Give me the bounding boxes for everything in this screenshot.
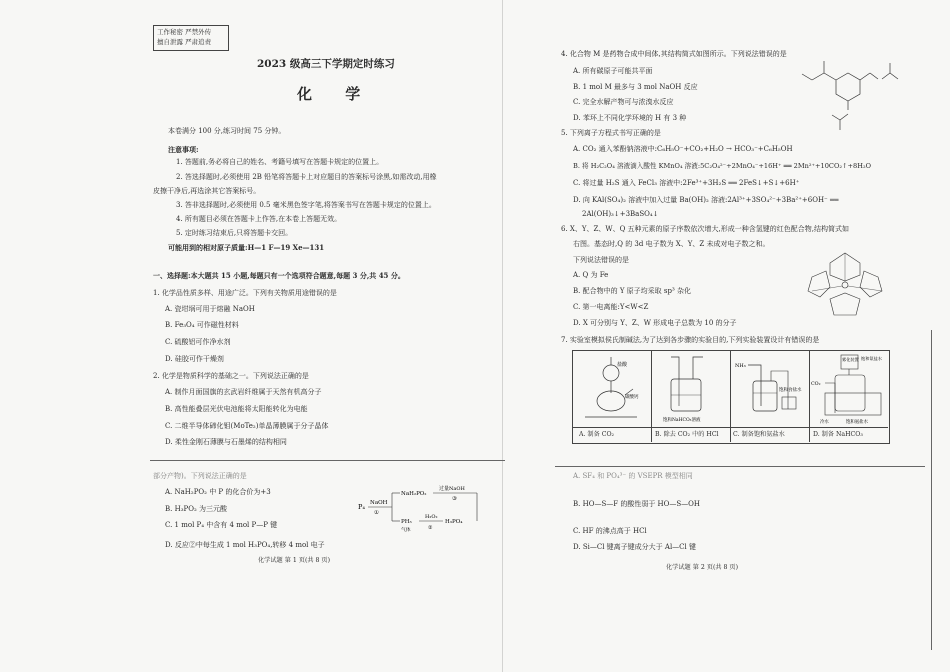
note-1: 1. 答题前,务必将自己的姓名、考籍号填写在答题卡规定的位置上。 <box>176 158 384 166</box>
q3-option-a: A. NaH₂PO₂ 中 P 的化合价为+3 <box>165 488 271 496</box>
apparatus-drawings <box>573 351 888 426</box>
q1-option-a: A. 瓷坩埚可用于熔融 NaOH <box>165 305 255 313</box>
scheme-gas: 气体 <box>401 528 411 533</box>
q3-stem-partial: 部分产物)。下列说法正确的是 <box>153 472 247 480</box>
caption-b: B. 除去 CO₂ 中的 HCl <box>655 431 719 438</box>
table-caption-row <box>572 427 888 428</box>
phosphorus-reaction-scheme <box>355 483 490 533</box>
q2-option-c: C. 二维半导体碲化钼(MoTe₂)单晶薄膜属于分子晶体 <box>165 422 329 430</box>
compound-m-structure <box>790 52 900 132</box>
ammonia-absorber-icon <box>735 363 802 411</box>
q1-option-b: B. Fe₃O₄ 可作磁性材料 <box>165 321 239 329</box>
scheme-excess-naoh: 过量NaOH <box>439 486 465 492</box>
note-2b: 皮擦干净后,再选涂其它答案标号。 <box>153 187 261 195</box>
kipp-generator-icon <box>585 357 639 417</box>
atomic-masses: 可能用到的相对原子质量:H—1 F—19 Xe—131 <box>168 243 325 252</box>
q5-option-d2: 2Al(OH)₃↓+3BaSO₄↓ <box>582 210 659 218</box>
caption-c: C. 制备饱和氨盐水 <box>733 431 785 438</box>
q2-option-d: D. 柔性金刚石薄膜与石墨烯的结构相同 <box>165 438 287 446</box>
q3-option-b: B. H₃PO₂ 为三元酸 <box>165 505 227 513</box>
scheme-nah2po2: NaH₂PO₂ <box>401 491 427 497</box>
scheme-step3: ③ <box>452 496 457 502</box>
q1-option-c: C. 硫酸铝可作净水剂 <box>165 338 231 346</box>
note-2a: 2. 答选择题时,必须使用 2B 铅笔将答题卡上对应题目的答案标号涂黑,如需改动,用橡 <box>176 173 437 181</box>
subject-title: 化 学 <box>297 85 375 103</box>
q8-option-a-partial: A. SF₄ 和 PO₄³⁻ 的 VSEPR 模型相同 <box>573 472 693 480</box>
scan-edge-mark <box>931 330 932 650</box>
q4-stem: 4. 化合物 M 是药物合成中间体,其结构简式如图所示。下列说法错误的是 <box>561 50 787 58</box>
q7-stem: 7. 实验室模拟侯氏制碱法,为了达到各步骤的实验目的,下列实验装置设计有错误的是 <box>561 336 820 344</box>
label-co2: CO₂ <box>811 382 821 387</box>
scheme-step2: ② <box>428 525 433 531</box>
q4-option-b: B. 1 mol M 最多与 3 mol NaOH 反应 <box>573 83 698 91</box>
stamp-line-2: 擅自泄露 严肃追责 <box>157 38 212 46</box>
exam-title: 2023 级高三下学期定时练习 <box>257 58 395 70</box>
scheme-ph3: PH₃ <box>401 519 412 525</box>
footer-page-2: 化学试题 第 2 页(共 8 页) <box>666 564 739 571</box>
caption-d: D. 制备 NaHCO₃ <box>813 431 863 438</box>
q6-stem-2: 右图。基态时,Q 的 3d 电子数为 X、Y、Z 未成对电子数之和。 <box>573 240 770 248</box>
q6-option-b: B. 配合物中的 Y 原子均采取 sp³ 杂化 <box>573 287 691 295</box>
stamp-line-1: 工作秘密 严禁外传 <box>157 28 212 36</box>
label-nahco3: 饱和NaHCO₃溶液 <box>663 418 701 423</box>
scan-seam-right <box>555 466 925 467</box>
label-nh3: NH₃ <box>735 363 746 369</box>
q4-option-d: D. 苯环上不同化学环境的 H 有 3 种 <box>573 114 687 122</box>
confidential-stamp <box>153 25 229 51</box>
q6-option-c: C. 第一电离能:Y<W<Z <box>573 303 649 311</box>
section-heading: 一、选择题:本大题共 15 小题,每题只有一个选项符合题意,每题 3 分,共 45 分。 <box>153 271 405 280</box>
scheme-step1: ① <box>374 510 379 516</box>
label-brine: 饱和食盐水 <box>779 388 802 393</box>
q5-stem: 5. 下列离子方程式书写正确的是 <box>561 129 661 137</box>
page-gutter <box>502 0 503 672</box>
q1-stem: 1. 化学品性质多样、用途广泛。下列有关物质用途错误的是 <box>153 289 337 297</box>
label-amm-bottom: 饱和氨盐水 <box>846 420 868 425</box>
intro-text: 本卷满分 100 分,练习时间 75 分钟。 <box>168 127 286 135</box>
q8-option-c: C. HF 的沸点高于 HCl <box>573 527 647 535</box>
coordination-complex-structure <box>790 245 900 325</box>
q3-option-c: C. 1 mol P₄ 中含有 4 mol P—P 键 <box>165 521 278 529</box>
q5-option-c: C. 将过量 H₂S 通入 FeCl₃ 溶液中:2Fe³⁺+3H₂S ══ 2FeS↓+S↓+6H⁺ <box>573 179 800 187</box>
q6-stem-1: 6. X、Y、Z、W、Q 五种元素的原子序数依次增大,形成一种含氢键的红色配合物,结构简式如 <box>561 225 849 233</box>
scheme-h3po4: H₃PO₄ <box>445 519 463 525</box>
q6-stem-3: 下列说法错误的是 <box>573 256 629 264</box>
q8-option-b: B. HO—S—F 的酸性弱于 HO—S—OH <box>573 500 701 508</box>
q4-option-a: A. 所有碳原子可能共平面 <box>573 67 653 75</box>
bicarbonate-reactor-icon <box>811 355 883 425</box>
q1-option-d: D. 硅胶可作干燥剂 <box>165 355 224 363</box>
q2-option-b: B. 高性能叠层光伏电池能将太阳能转化为电能 <box>165 405 308 413</box>
scheme-naoh: NaOH <box>370 500 388 506</box>
q5-option-a: A. CO₂ 通入苯酚钠溶液中:C₆H₅O⁻+CO₂+H₂O → HCO₃⁻+C₆H₅OH <box>573 145 793 153</box>
scheme-h2o2: H₂O₂ <box>425 514 438 520</box>
label-cold-water: 冷水 <box>820 420 829 425</box>
note-4: 4. 所有题目必须在答题卡上作答,在本卷上答题无效。 <box>176 215 342 223</box>
q3-option-d: D. 反应②中每生成 1 mol H₃PO₄,转移 4 mol 电子 <box>165 541 325 549</box>
caption-a: A. 制备 CO₂ <box>579 431 615 438</box>
footer-page-1: 化学试题 第 1 页(共 8 页) <box>258 557 331 564</box>
q6-option-d: D. X 可分别与 Y、Z、W 形成电子总数为 10 的分子 <box>573 319 737 327</box>
q4-option-c: C. 完全水解产物可与浓溴水反应 <box>573 98 674 106</box>
scan-seam <box>150 460 505 461</box>
scheme-p4: P₄ <box>358 503 365 511</box>
note-3: 3. 答非选择题时,必须使用 0.5 毫米黑色签字笔,将答案书写在答题卡规定的位置上。 <box>176 201 436 209</box>
q6-option-a: A. Q 为 Fe <box>573 271 609 279</box>
label-caco3: 碳酸钙 <box>625 395 639 400</box>
q2-option-a: A. 制作月面国旗的玄武岩纤维属于天然有机高分子 <box>165 388 322 396</box>
label-amm-top: 饱和氨盐水 <box>861 356 882 361</box>
label-fog-a: 雾化装置 <box>842 357 859 362</box>
q5-option-d1: D. 向 KAl(SO₄)₂ 溶液中加入过量 Ba(OH)₂ 溶液:2Al³⁺+3SO₄²⁻+3Ba²⁺+6OH⁻ ══ <box>573 196 839 204</box>
label-hcl: 盐酸 <box>617 362 628 368</box>
q2-stem: 2. 化学是物质科学的基础之一。下列说法正确的是 <box>153 372 309 380</box>
page-2 <box>500 0 950 672</box>
note-5: 5. 定时练习结束后,只将答题卡交回。 <box>176 229 293 237</box>
q8-option-d: D. Si—Cl 键离子键成分大于 Al—Cl 键 <box>573 543 697 551</box>
wash-bottle-icon <box>663 357 703 423</box>
notes-heading: 注意事项: <box>168 145 199 154</box>
q5-option-b: B. 将 H₂C₂O₄ 溶液滴入酸性 KMnO₄ 溶液:5C₂O₄²⁻+2MnO₄⁻+16H⁺ ══ 2Mn²⁺+10CO₂↑+8H₂O <box>573 162 872 170</box>
